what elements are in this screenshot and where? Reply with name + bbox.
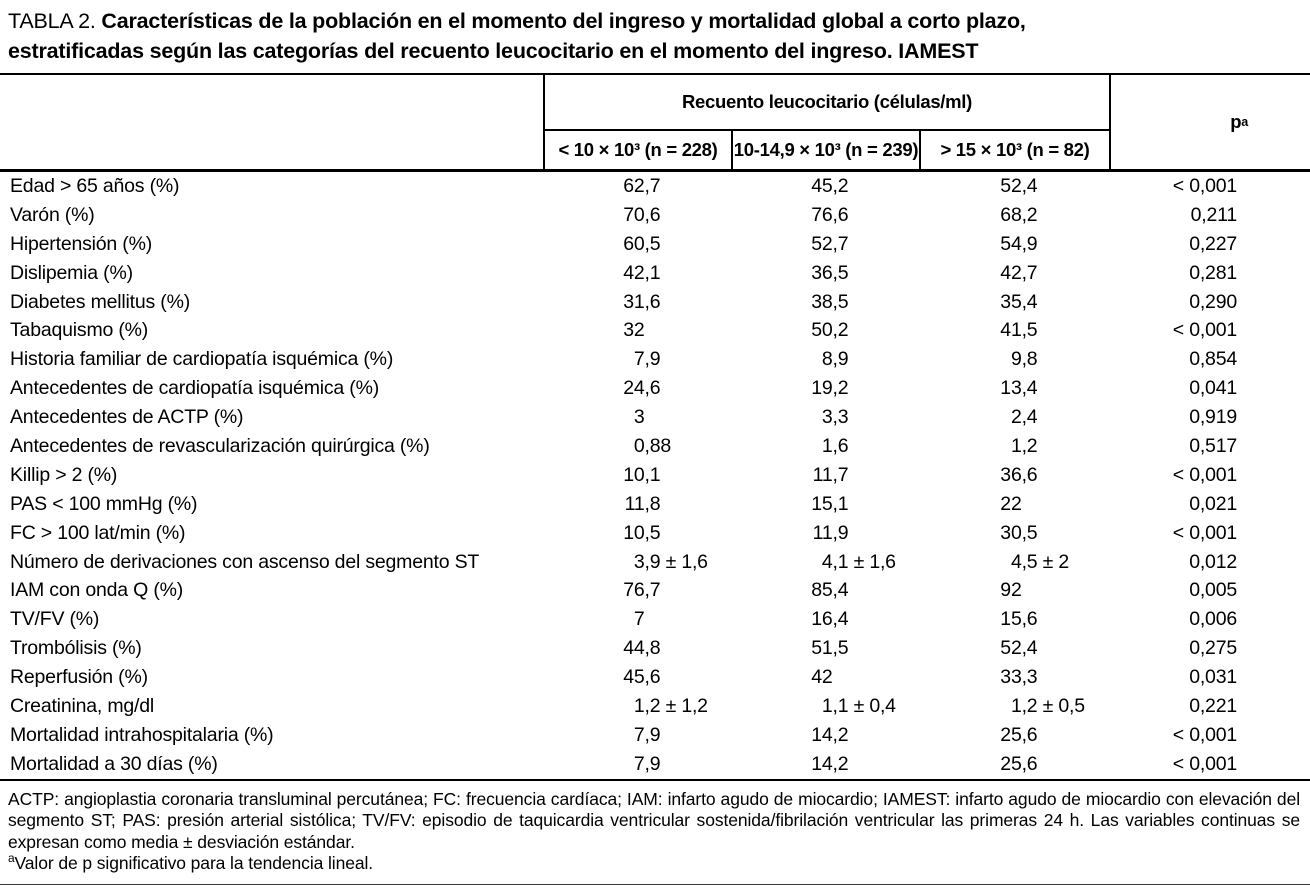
- p-value-cell: 0,006: [1189, 608, 1237, 631]
- value-col-leuko-high: 42 ,7: [1000, 261, 1038, 284]
- value-col-leuko-low: 10 ,5: [623, 521, 661, 544]
- p-value-cell: 0,854: [1189, 348, 1237, 371]
- value-col-leuko-low: 44 ,8: [623, 637, 661, 660]
- value-col-leuko-mid: 11 ,9: [812, 521, 849, 544]
- value-col-leuko-high: 52 ,4: [1000, 174, 1038, 197]
- value-col-leuko-mid: 1 ,1 ± 0,4: [821, 694, 896, 717]
- p-value-cell: 0,012: [1189, 550, 1237, 573]
- value-col-leuko-low: 10 ,1: [623, 463, 661, 486]
- p-value-cell: < 0,001: [1172, 174, 1237, 197]
- value-col-leuko-mid: 19 ,2: [811, 377, 849, 400]
- row-label: PAS < 100 mmHg (%): [10, 492, 198, 515]
- row-label: Killip > 2 (%): [10, 463, 118, 486]
- table-row: [0, 461, 1310, 490]
- table-row: [0, 576, 1310, 605]
- footnote-text: Valor de p significativo para la tendencia lineal.: [14, 853, 374, 874]
- row-label: FC > 100 lat/min (%): [10, 521, 186, 544]
- value-col-leuko-high: 13 ,4: [1000, 377, 1038, 400]
- page-bottom-rule: [0, 884, 1310, 885]
- value-col-leuko-mid: 50 ,2: [811, 319, 849, 342]
- row-label: Creatinina, mg/dl: [10, 694, 155, 717]
- p-value-cell: 0,275: [1189, 637, 1237, 660]
- p-value-cell: 0,005: [1189, 579, 1237, 602]
- row-label: Antecedentes de revascularización quirúrgica (%): [10, 434, 430, 457]
- p-value-cell: 0,290: [1189, 290, 1237, 313]
- value-col-leuko-high: 30 ,5: [1000, 521, 1038, 544]
- p-value-footnote: [8, 853, 1300, 875]
- table-header: [0, 75, 1310, 169]
- table-row: [0, 692, 1310, 721]
- p-value-cell: 0,919: [1189, 406, 1237, 429]
- value-col-leuko-mid: 11 ,7: [812, 463, 849, 486]
- value-col-leuko-mid: 14 ,2: [811, 723, 849, 746]
- row-label: Historia familiar de cardiopatía isquémica (%): [10, 348, 394, 371]
- table-row: [0, 432, 1310, 461]
- row-label: Antecedentes de cardiopatía isquémica (%): [10, 377, 380, 400]
- value-col-leuko-low: 7 ,9: [633, 723, 661, 746]
- value-col-leuko-low: 45 ,6: [623, 666, 661, 689]
- value-col-leuko-high: 1 ,2: [1010, 434, 1038, 457]
- table-row: [0, 345, 1310, 374]
- table-row: [0, 316, 1310, 345]
- p-value-cell: 0,021: [1189, 492, 1237, 515]
- value-col-leuko-mid: 15 ,1: [811, 492, 849, 515]
- value-col-leuko-mid: 8 ,9: [821, 348, 849, 371]
- row-label: Mortalidad intrahospitalaria (%): [10, 723, 274, 746]
- row-label: Antecedentes de ACTP (%): [10, 406, 244, 429]
- value-col-leuko-low: 42 ,1: [623, 261, 661, 284]
- row-label: Diabetes mellitus (%): [10, 290, 191, 313]
- table-row: [0, 201, 1310, 230]
- table-body: [0, 172, 1310, 779]
- p-value-cell: < 0,001: [1172, 521, 1237, 544]
- value-col-leuko-mid: 42: [811, 666, 833, 689]
- table-row: [0, 172, 1310, 201]
- row-label: Tabaquismo (%): [10, 319, 149, 342]
- table-row: [0, 490, 1310, 519]
- table-row: [0, 663, 1310, 692]
- row-label: IAM con onda Q (%): [10, 579, 184, 602]
- column-header-leuko-mid: 10-14,9 × 10³ (n = 239): [731, 131, 919, 169]
- column-header-leuko-high: > 15 × 10³ (n = 82): [919, 131, 1109, 169]
- table-row: [0, 230, 1310, 259]
- value-col-leuko-mid: 51 ,5: [811, 637, 849, 660]
- p-value-cell: < 0,001: [1172, 463, 1237, 486]
- value-col-leuko-low: 24 ,6: [623, 377, 661, 400]
- p-value-cell: < 0,001: [1172, 319, 1237, 342]
- value-col-leuko-low: 32: [623, 319, 645, 342]
- value-col-leuko-mid: 16 ,4: [811, 608, 849, 631]
- table-row: [0, 288, 1310, 317]
- value-col-leuko-low: 3: [633, 406, 645, 429]
- journal-table-page: [0, 6, 1310, 893]
- value-col-leuko-high: 54 ,9: [1000, 232, 1038, 255]
- table-title-line2: estratificadas según las categorías del recuento leucocitario en el momento del ingreso. IAMEST: [8, 39, 979, 63]
- value-col-leuko-low: 1 ,2 ± 1,2: [633, 694, 708, 717]
- table-footnotes: [0, 781, 1310, 875]
- table-row: [0, 721, 1310, 750]
- table-title: [8, 6, 1300, 66]
- column-header-leuko-low: < 10 × 10³ (n = 228): [543, 131, 731, 169]
- value-col-leuko-high: 9 ,8: [1010, 348, 1038, 371]
- table-row: [0, 605, 1310, 634]
- value-col-leuko-high: 52 ,4: [1000, 637, 1038, 660]
- value-col-leuko-high: 92: [1000, 579, 1022, 602]
- table-row: [0, 403, 1310, 432]
- value-col-leuko-high: 25 ,6: [1000, 723, 1038, 746]
- table-row: [0, 634, 1310, 663]
- value-col-leuko-low: 7: [633, 608, 645, 631]
- value-col-leuko-high: 25 ,6: [1000, 752, 1038, 775]
- value-col-leuko-high: 33 ,3: [1000, 666, 1038, 689]
- value-col-leuko-low: 31 ,6: [623, 290, 661, 313]
- table-caption-part1: Características de la población en el momento del ingreso y mortalidad global a corto plazo,: [101, 9, 1026, 33]
- value-col-leuko-mid: 76 ,6: [811, 203, 849, 226]
- value-col-leuko-high: 35 ,4: [1000, 290, 1038, 313]
- row-label: Edad > 65 años (%): [10, 174, 180, 197]
- value-col-leuko-high: 41 ,5: [1000, 319, 1038, 342]
- p-value-cell: < 0,001: [1172, 723, 1237, 746]
- value-col-leuko-low: 3 ,9 ± 1,6: [633, 550, 708, 573]
- table-title-line1: [8, 6, 1300, 36]
- table-number: TABLA 2.: [8, 9, 96, 33]
- value-col-leuko-low: 60 ,5: [623, 232, 661, 255]
- value-col-leuko-high: 4 ,5 ± 2: [1010, 550, 1070, 573]
- value-col-leuko-low: 76 ,7: [623, 579, 661, 602]
- value-col-leuko-mid: 38 ,5: [811, 290, 849, 313]
- value-col-leuko-high: 15 ,6: [1000, 608, 1038, 631]
- value-col-leuko-mid: 36 ,5: [811, 261, 849, 284]
- row-label: Hipertensión (%): [10, 232, 153, 255]
- table-row: [0, 548, 1310, 577]
- p-value-cell: 0,031: [1189, 666, 1237, 689]
- value-col-leuko-low: 62 ,7: [623, 174, 661, 197]
- row-label: TV/FV (%): [10, 608, 100, 631]
- footnote-marker: a: [8, 851, 15, 866]
- value-col-leuko-mid: 85 ,4: [811, 579, 849, 602]
- header-empty-cell: [0, 75, 543, 169]
- p-value-cell: 0,221: [1189, 694, 1237, 717]
- p-value-cell: < 0,001: [1172, 752, 1237, 775]
- table-row: [0, 259, 1310, 288]
- table-row: [0, 519, 1310, 548]
- value-col-leuko-low: 0 ,88: [633, 434, 672, 457]
- value-col-leuko-high: 22: [1000, 492, 1022, 515]
- p-value-cell: 0,227: [1189, 232, 1237, 255]
- p-value-cell: 0,281: [1189, 261, 1237, 284]
- value-col-leuko-low: 7 ,9: [633, 348, 661, 371]
- value-col-leuko-low: 11 ,8: [624, 492, 661, 515]
- value-col-leuko-mid: 1 ,6: [821, 434, 849, 457]
- value-col-leuko-mid: 45 ,2: [811, 174, 849, 197]
- value-col-leuko-mid: 14 ,2: [811, 752, 849, 775]
- value-col-leuko-high: 1 ,2 ± 0,5: [1010, 694, 1085, 717]
- value-col-leuko-high: 2 ,4: [1010, 406, 1038, 429]
- value-col-leuko-high: 68 ,2: [1000, 203, 1038, 226]
- table-row: [0, 374, 1310, 403]
- p-label: p: [1230, 111, 1242, 132]
- row-label: Trombólisis (%): [10, 637, 142, 660]
- row-label: Dislipemia (%): [10, 261, 133, 284]
- value-col-leuko-low: 7 ,9: [633, 752, 661, 775]
- p-value-cell: 0,211: [1190, 203, 1237, 226]
- p-value-cell: 0,517: [1189, 434, 1237, 457]
- value-col-leuko-mid: 4 ,1 ± 1,6: [821, 550, 896, 573]
- row-label: Varón (%): [10, 203, 95, 226]
- value-col-leuko-mid: 3 ,3: [821, 406, 849, 429]
- row-label: Mortalidad a 30 días (%): [10, 752, 218, 775]
- abbreviations-footnote: ACTP: angioplastia coronaria transluminal percutánea; FC: frecuencia cardíaca; IAM: infarto agudo de miocardio; IAMEST: infarto agudo de miocardio con elevación del segmento ST; PAS: presión arterial sistólica; TV/FV: episodio de taquicardia ventricular sostenida/fibrilación ventricular las primeras 24 h. Las variables continuas se expresan como media ± desviación estándar.: [8, 788, 1300, 852]
- column-header-p-value: p a: [1109, 75, 1310, 169]
- p-value-cell: 0,041: [1189, 377, 1237, 400]
- table-row: [0, 750, 1310, 779]
- row-label: Reperfusión (%): [10, 666, 148, 689]
- row-label: Número de derivaciones con ascenso del segmento ST: [10, 550, 480, 573]
- group-column-header: Recuento leucocitario (células/ml): [543, 75, 1109, 131]
- value-col-leuko-mid: 52 ,7: [811, 232, 849, 255]
- value-col-leuko-low: 70 ,6: [623, 203, 661, 226]
- value-col-leuko-high: 36 ,6: [1000, 463, 1038, 486]
